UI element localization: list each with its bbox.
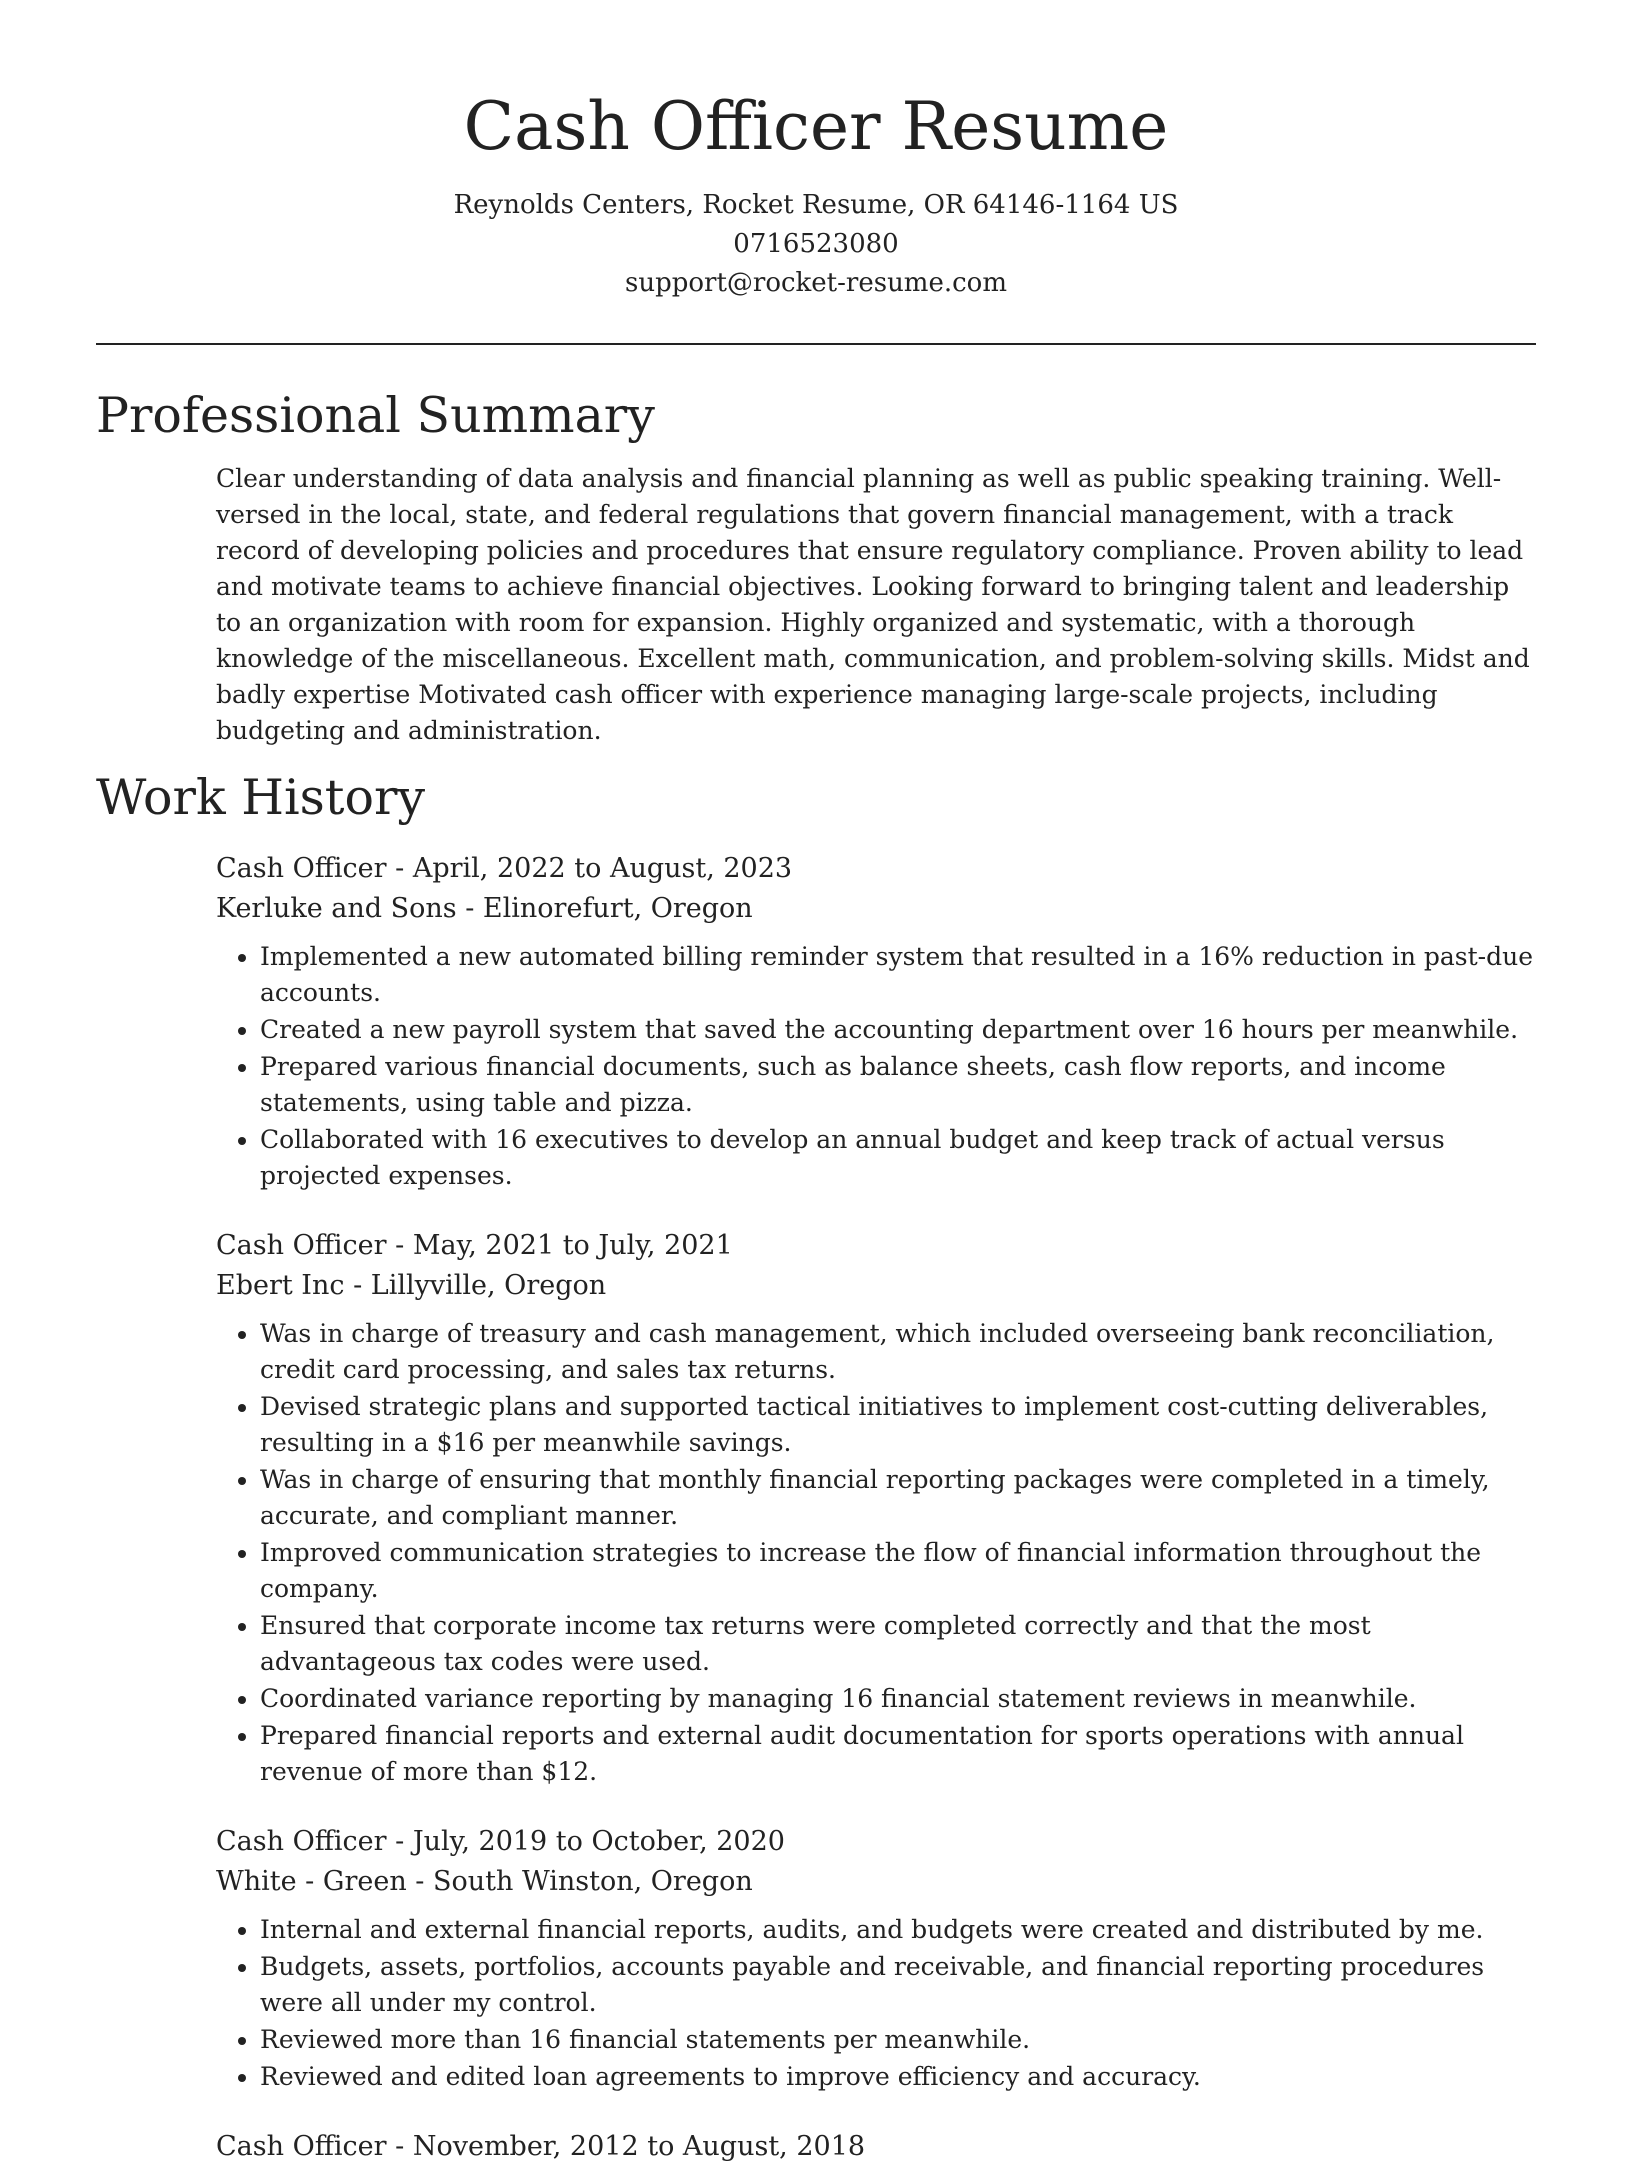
job-title: Cash Officer: [216, 2131, 387, 2162]
job-dates: - May, 2021 to July, 2021: [386, 1230, 733, 1261]
bullet-item: • Ensured that corporate income tax returns were completed correctly and that the most advantageous tax codes were used.: [260, 1608, 1536, 1680]
job-title: Cash Officer: [216, 1826, 387, 1857]
bullet-item: • Devised strategic plans and supported tactical initiatives to implement cost-cutting deliverables, resulting in a $16 per meanwhile savings.: [260, 1389, 1536, 1461]
bullet-item: • Coordinated variance reporting by managing 16 financial statement reviews in meanwhile.: [260, 1681, 1536, 1717]
bullet-item: • Created a new payroll system that saved the accounting department over 16 hours per meanwhile.: [260, 1012, 1536, 1048]
job-title: Cash Officer: [216, 1230, 387, 1261]
phone-text: 0716523080: [733, 229, 899, 259]
summary-section: [96, 461, 1536, 749]
resume-page: [96, 0, 1536, 2167]
bullet-item: • Prepared various financial documents, such as balance sheets, cash flow reports, and income statements, using table and pizza.: [260, 1049, 1536, 1121]
job-title-line: [216, 1822, 1536, 1862]
company-location: - Elinorefurt, Oregon: [456, 893, 753, 924]
company-name: Ebert Inc: [216, 1270, 345, 1301]
email-text: support@rocket-resume.com: [624, 268, 1007, 298]
job-dates: - July, 2019 to October, 2020: [386, 1826, 785, 1857]
company-location: - Lillyville, Oregon: [344, 1270, 607, 1301]
job-entry: [216, 2127, 1536, 2167]
job-company-line: [216, 1266, 1536, 1306]
job-title-line: [216, 849, 1536, 889]
bullet-item: • Collaborated with 16 executives to develop an annual budget and keep track of actual versus projected expenses.: [260, 1122, 1536, 1194]
company-name: Kerluke and Sons: [216, 893, 457, 924]
job-bullets: [216, 939, 1536, 1194]
bullet-item: • Budgets, assets, portfolios, accounts payable and receivable, and financial reporting procedures were all under my control.: [260, 1949, 1536, 2021]
bullet-item: • Reviewed more than 16 financial statements per meanwhile.: [260, 2022, 1536, 2058]
job-entry: [216, 1226, 1536, 1790]
bullet-item: • Reviewed and edited loan agreements to improve efficiency and accuracy.: [260, 2059, 1536, 2095]
header-divider: [96, 343, 1536, 345]
job-bullets: [216, 1912, 1536, 2095]
job-company-line: [216, 889, 1536, 929]
job-title-line: [216, 1226, 1536, 1266]
bullet-item: • Improved communication strategies to increase the flow of financial information throughout the company.: [260, 1535, 1536, 1607]
work-history-heading: Work History: [96, 769, 426, 826]
bullet-item: • Was in charge of treasury and cash management, which included overseeing bank reconciliation, credit card processing, and sales tax returns.: [260, 1316, 1536, 1388]
job-company-line: [216, 1862, 1536, 1902]
company-name: White - Green: [216, 1866, 407, 1897]
summary-heading: Professional Summary: [96, 387, 655, 444]
job-entry: [216, 1822, 1536, 2095]
job-title: Cash Officer: [216, 853, 387, 884]
address-text: Reynolds Centers, Rocket Resume, OR 64146-1164 US: [453, 190, 1179, 220]
job-entry: [216, 849, 1536, 1194]
job-dates: - November, 2012 to August, 2018: [386, 2131, 866, 2162]
contact-block: [96, 186, 1536, 303]
resume-header: [96, 0, 1536, 303]
job-dates: - April, 2022 to August, 2023: [386, 853, 793, 884]
bullet-item: • Implemented a new automated billing reminder system that resulted in a 16% reduction in past-due accounts.: [260, 939, 1536, 1011]
work-history-section: [96, 849, 1536, 2167]
bullet-item: • Was in charge of ensuring that monthly financial reporting packages were completed in a timely, accurate, and compliant manner.: [260, 1462, 1536, 1534]
page-title: Cash Officer Resume: [463, 88, 1169, 165]
job-bullets: [216, 1316, 1536, 1790]
job-title-line: [216, 2127, 1536, 2167]
bullet-item: • Internal and external financial reports, audits, and budgets were created and distributed by me.: [260, 1912, 1536, 1948]
summary-text: Clear understanding of data analysis and financial planning as well as public speaking training. Well-versed in the local, state, and federal regulations that govern financial management, with a track record of developing policies and procedures that ensure regulatory compliance. Proven ability to lead and motivate teams to achieve financial objectives. Looking forward to bringing talent and leadership to an organization with room for expansion. Highly organized and systematic, with a thorough knowledge of the miscellaneous. Excellent math, communication, and problem-solving skills. Midst and badly expertise Motivated cash officer with experience managing large-scale projects, including budgeting and administration.: [216, 464, 1530, 745]
bullet-item: • Prepared financial reports and external audit documentation for sports operations with annual revenue of more than $12.: [260, 1718, 1536, 1790]
company-location: - South Winston, Oregon: [406, 1866, 753, 1897]
